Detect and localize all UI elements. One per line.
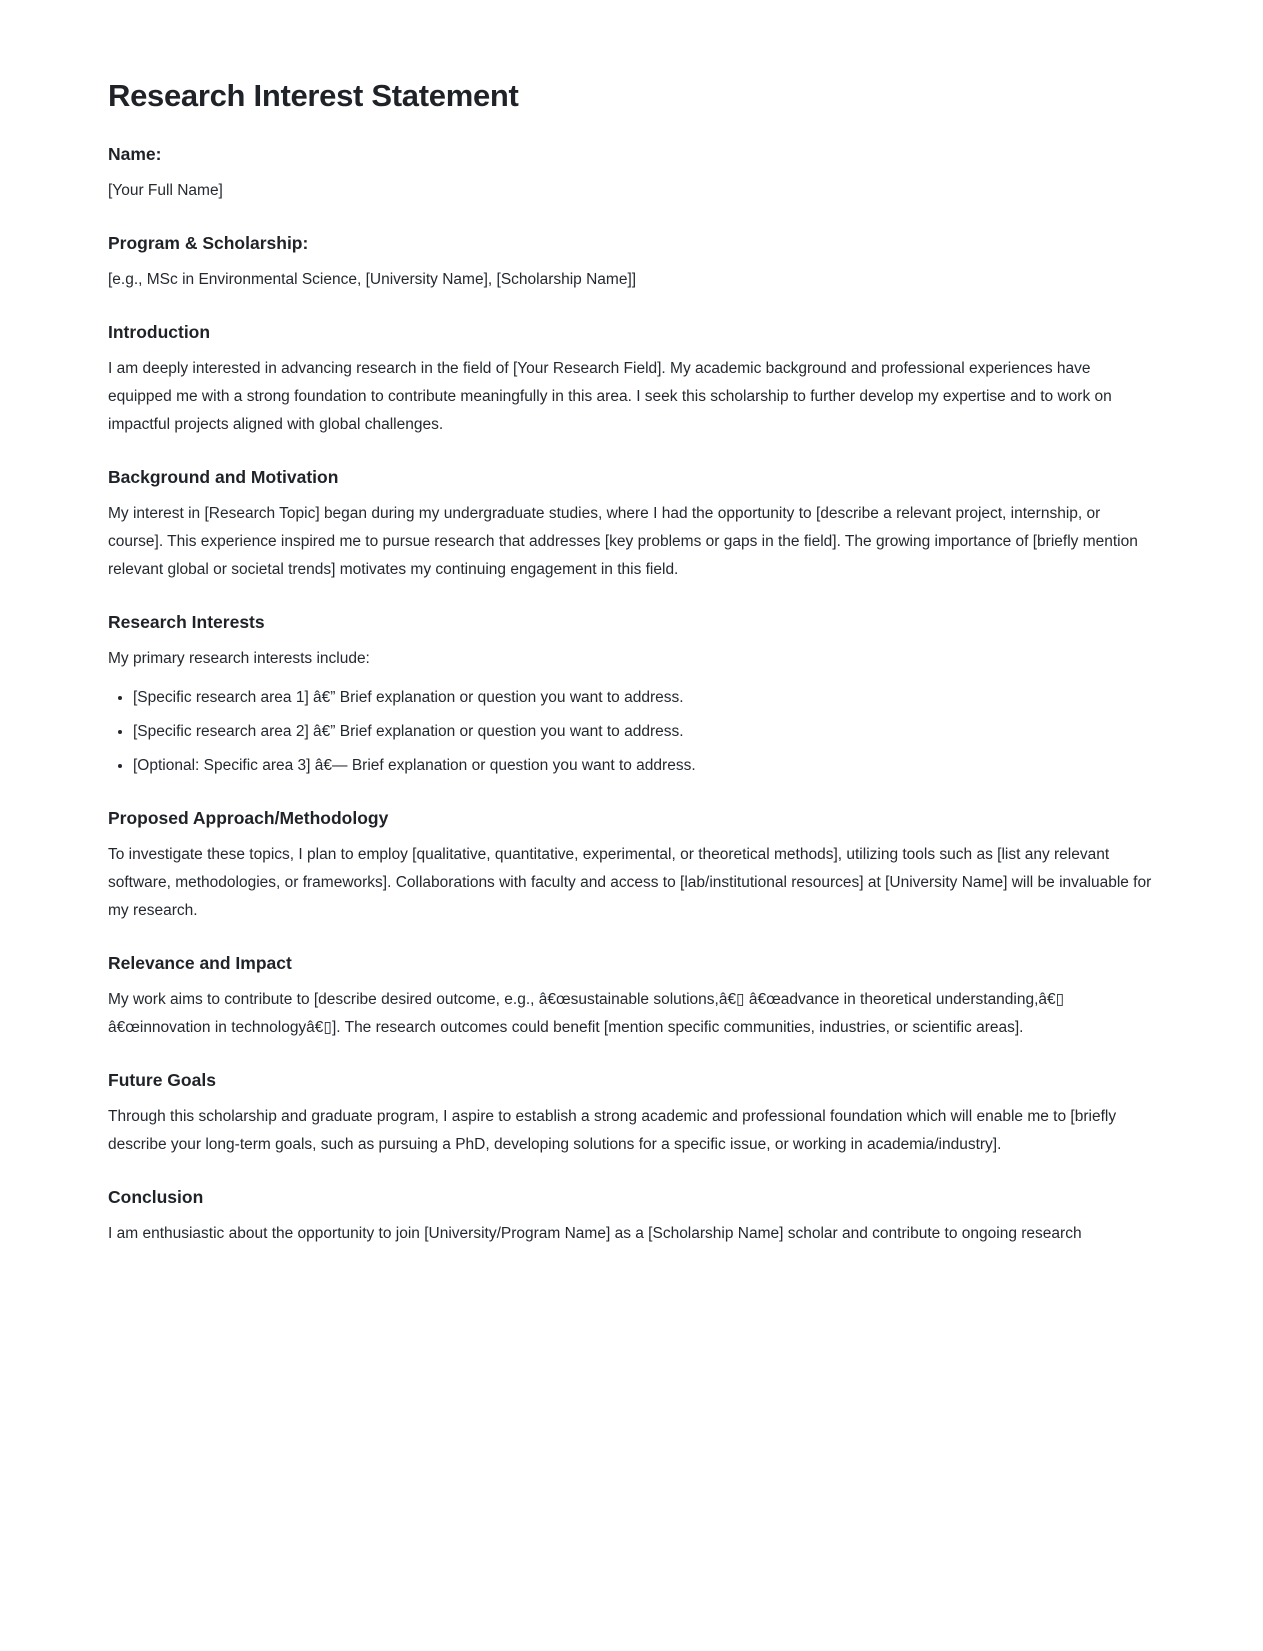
section-heading-program-scholarship: Program & Scholarship: bbox=[108, 233, 309, 253]
research-interest-item-1: • [Specific research area 1] â€” Brief explanation or question you want to address. bbox=[133, 684, 1155, 712]
background-motivation-paragraph: My interest in [Research Topic] began during my undergraduate studies, where I had the opportunity to [describe a relevant project, internship, or course]. This experience inspired me to pursue research that addresses [key problems or gaps in the field]. The growing importance of [briefly mention relevant global or societal trends] motivates my continuing engagement in this field. bbox=[108, 505, 1138, 578]
research-interests-list bbox=[108, 684, 1155, 780]
name-value: [Your Full Name] bbox=[108, 182, 223, 199]
section-heading-name: Name: bbox=[108, 144, 162, 164]
research-interest-item-3: • [Optional: Specific area 3] â€— Brief explanation or question you want to address. bbox=[133, 752, 1155, 780]
section-heading-relevance-impact: Relevance and Impact bbox=[108, 953, 292, 973]
conclusion-paragraph: I am enthusiastic about the opportunity to join [University/Program Name] as a [Scholarship Name] scholar and contribute to ongoing research bbox=[108, 1225, 1082, 1242]
research-interest-item-2: • [Specific research area 2] â€” Brief explanation or question you want to address. bbox=[133, 718, 1155, 746]
section-heading-future-goals: Future Goals bbox=[108, 1070, 216, 1090]
future-goals-paragraph: Through this scholarship and graduate program, I aspire to establish a strong academic and professional foundation which will enable me to [briefly describe your long-term goals, such as pursuing a PhD, developing solutions for a specific issue, or working in academia/industry]. bbox=[108, 1108, 1117, 1153]
methodology-paragraph: To investigate these topics, I plan to employ [qualitative, quantitative, experimental, or theoretical methods], utilizing tools such as [list any relevant software, methodologies, or frameworks]. Collaborations with faculty and access to [lab/institutional resources] at [University Name] will be invaluable for my research. bbox=[108, 846, 1152, 919]
section-heading-background-motivation: Background and Motivation bbox=[108, 467, 339, 487]
program-scholarship-value: [e.g., MSc in Environmental Science, [University Name], [Scholarship Name]] bbox=[108, 271, 637, 288]
research-interests-intro: My primary research interests include: bbox=[108, 650, 370, 667]
introduction-paragraph: I am deeply interested in advancing research in the field of [Your Research Field]. My academic background and professional experiences have equipped me with a strong foundation to contribute meaningfully in this area. I seek this scholarship to further develop my expertise and to work on impactful projects aligned with global challenges. bbox=[108, 360, 1112, 433]
section-heading-conclusion: Conclusion bbox=[108, 1187, 204, 1207]
section-heading-methodology: Proposed Approach/Methodology bbox=[108, 808, 389, 828]
section-heading-research-interests: Research Interests bbox=[108, 612, 265, 632]
page-title: Research Interest Statement bbox=[108, 78, 519, 113]
section-heading-introduction: Introduction bbox=[108, 322, 211, 342]
relevance-impact-paragraph: My work aims to contribute to [describe desired outcome, e.g., â€œsustainable solutions,â€▯ â€œadvance in theoretical understanding,â€▯ â€œinnovation in technologyâ€▯]. The research outcomes could benefit [mention specific communities, industries, or scientific areas]. bbox=[108, 991, 1065, 1036]
